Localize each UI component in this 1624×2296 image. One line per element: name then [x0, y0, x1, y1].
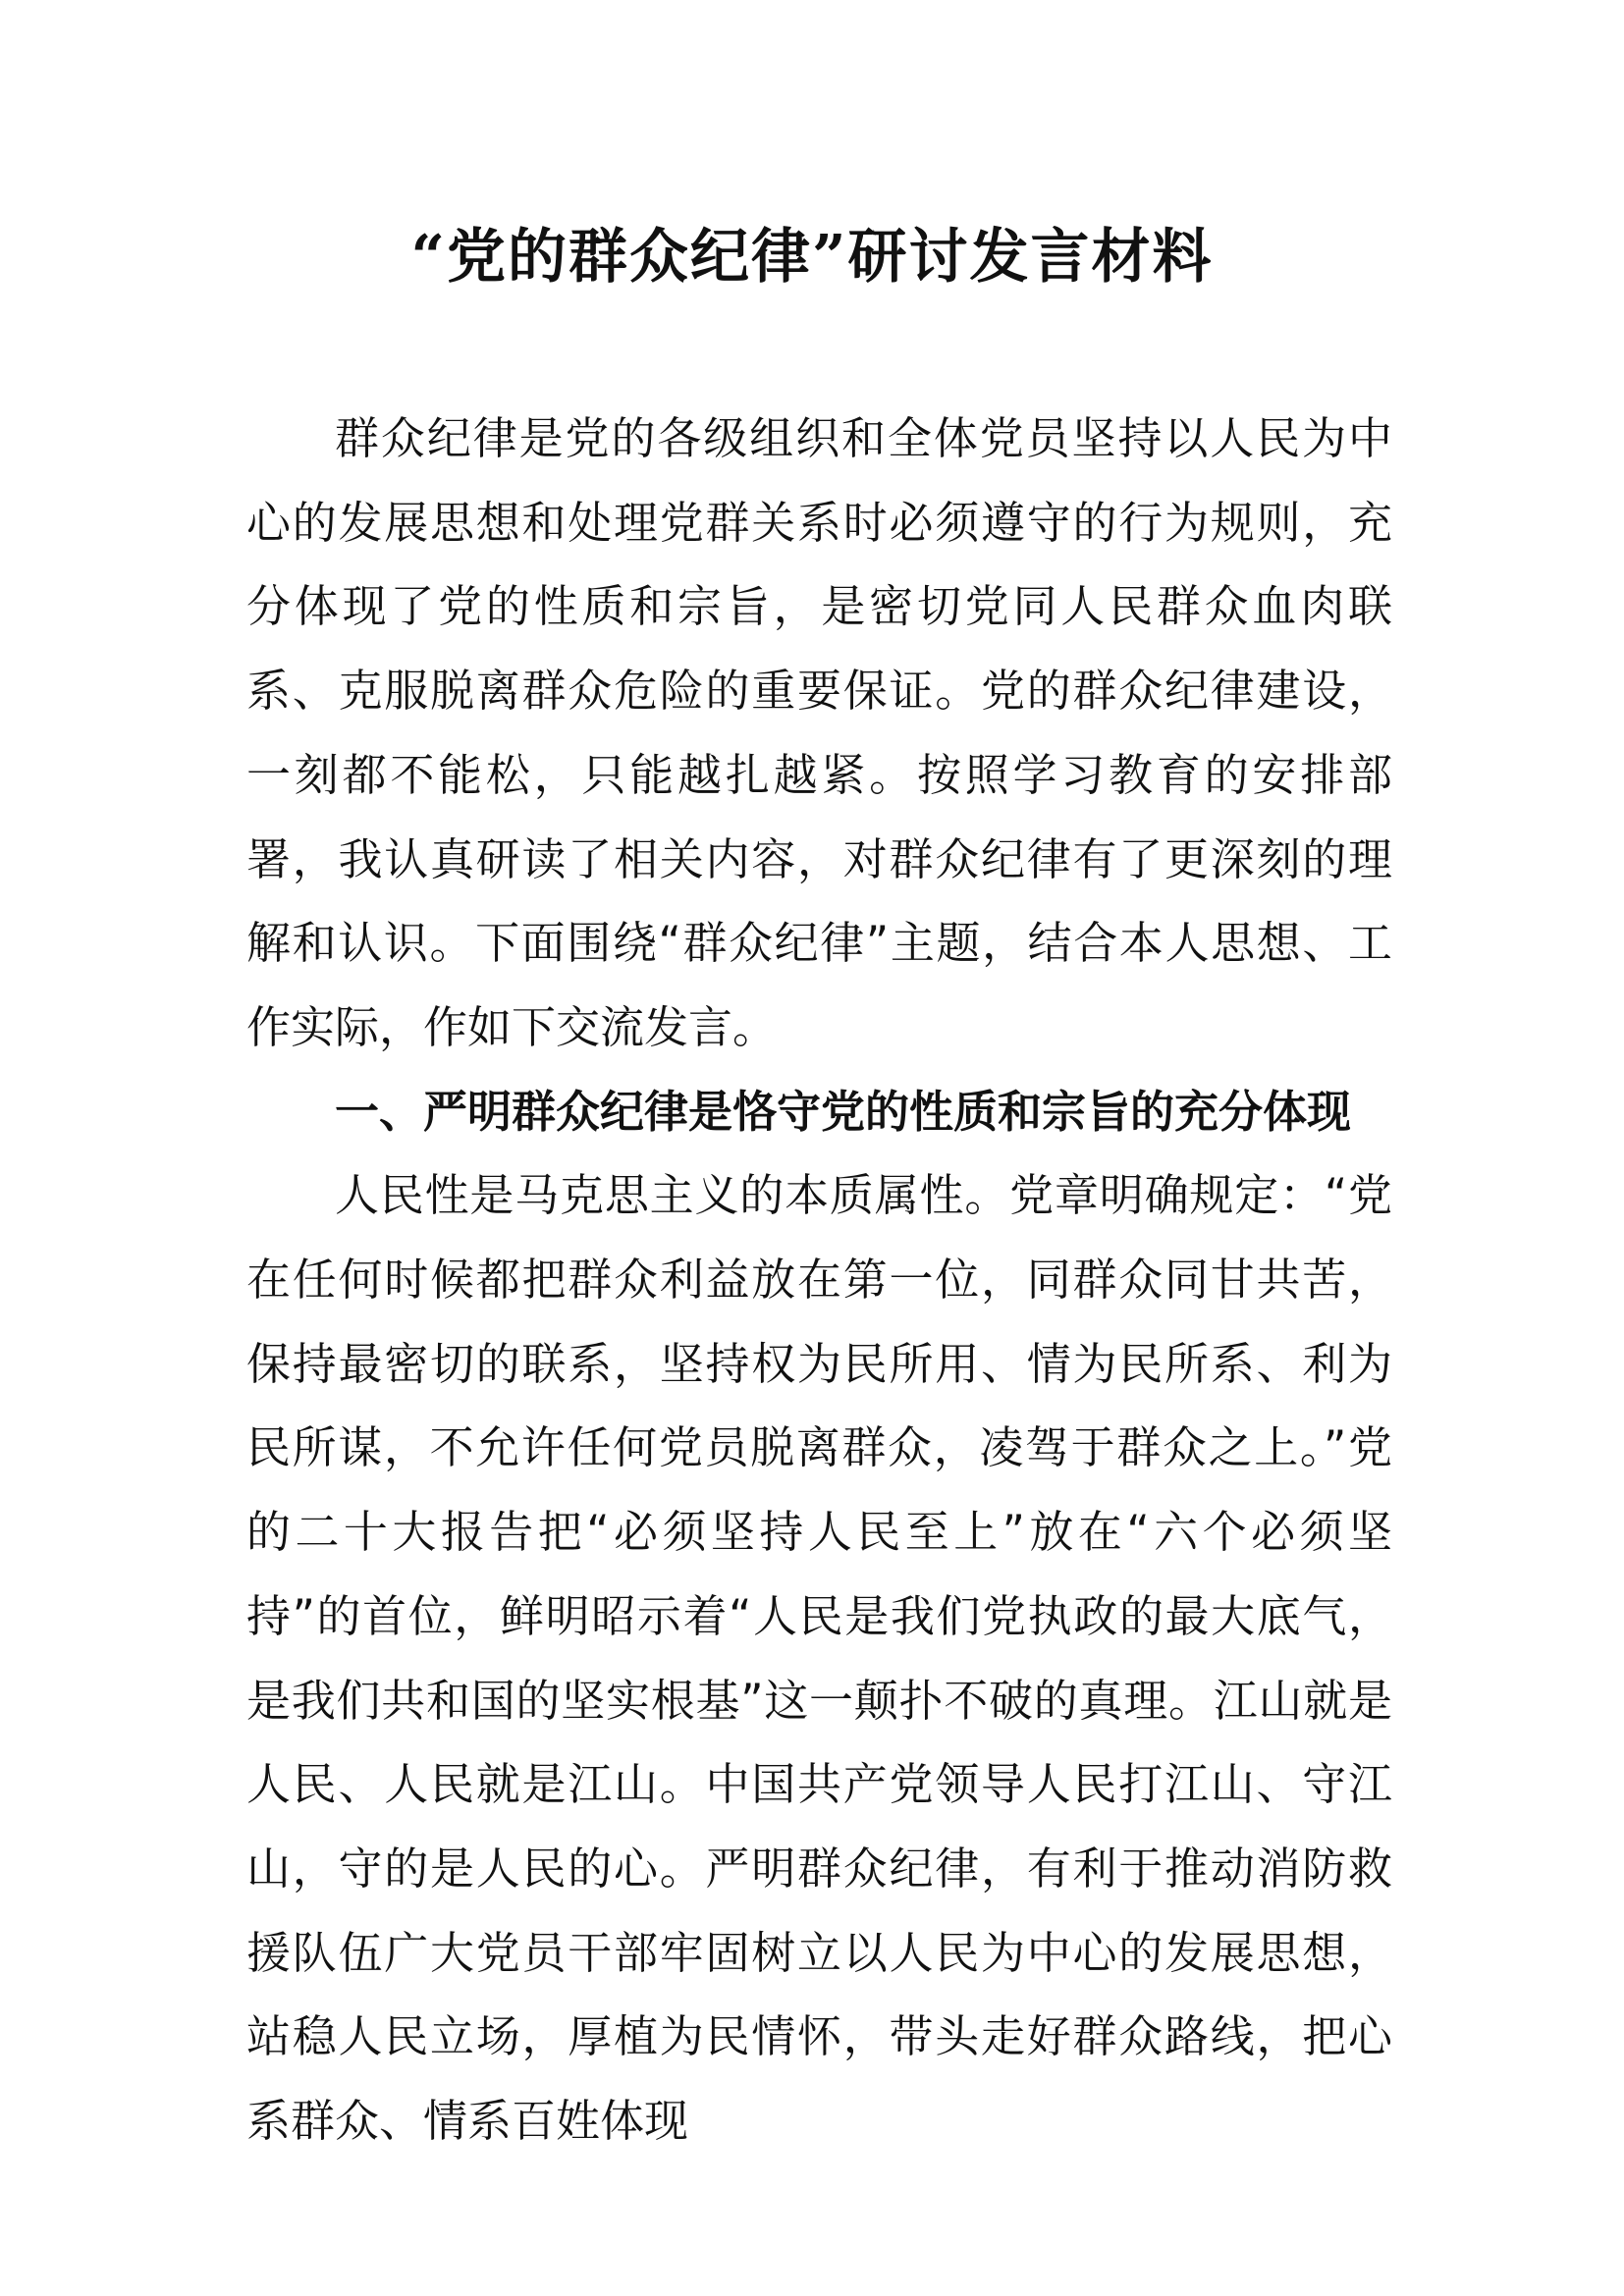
section-1-paragraph: 人民性是马克思主义的本质属性。党章明确规定：“党在任何时候都把群众利益放在第一位，同群众同甘共苦，保持最密切的联系，坚持权为民所用、情为民所系、利为民所谋，不允许任何党员脱离群众，凌驾于群众之上。”党的二十大报告把“必须坚持人民至上”放在“六个必须坚持”的首位，鲜明昭示着“人民是我们党执政的最大底气，是我们共和国的坚实根基”这一颠扑不破的真理。江山就是人民、人民就是江山。中国共产党领导人民打江山、守江山，守的是人民的心。严明群众纪律，有利于推动消防救援队伍广大党员干部牢固树立以人民为中心的发展思想，站稳人民立场，厚植为民情怀，带头走好群众路线，把心系群众、情系百姓体现	[246, 1169, 1392, 2148]
intro-paragraph: 群众纪律是党的各级组织和全体党员坚持以人民为中心的发展思想和处理党群关系时必须遵守的行为规则，充分体现了党的性质和宗旨，是密切党同人民群众血肉联系、克服脱离群众危险的重要保证。党的群众纪律建设，一刻都不能松，只能越扎越紧。按照学习教育的安排部署，我认真研读了相关内容，对群众纪律有了更深刻的理解和认识。下面围绕“群众纪律”主题，结合本人思想、工作实际，作如下交流发言。	[246, 412, 1392, 1053]
section-1-heading: 一、严明群众纪律是恪守党的性质和宗旨的充分体现	[335, 1085, 1352, 1138]
document-title: “党的群众纪律”研讨发言材料	[410, 223, 1214, 292]
document-body	[246, 397, 1392, 2163]
